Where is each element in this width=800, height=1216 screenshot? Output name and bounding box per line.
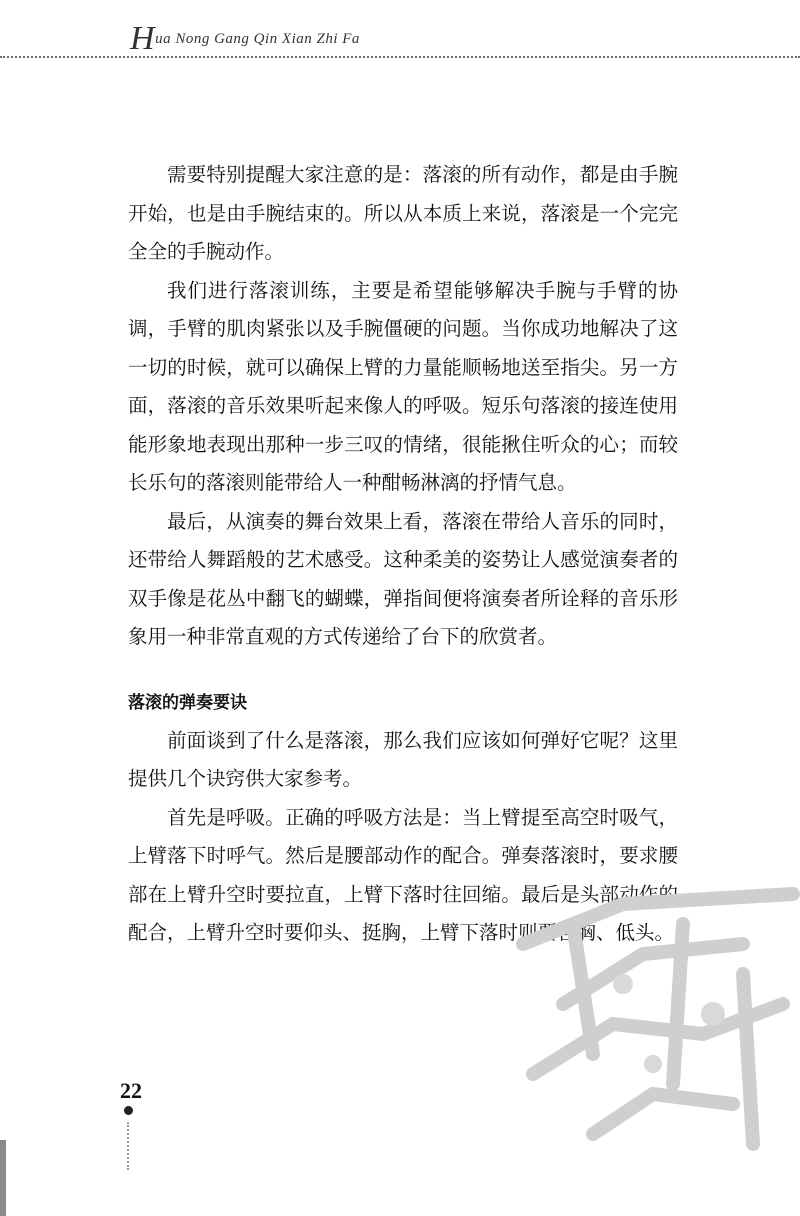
page-ornament-dotted-line	[127, 1122, 129, 1170]
body-paragraph-1: 需要特别提醒大家注意的是：落滚的所有动作，都是由手腕开始，也是由手腕结束的。所以从本质上来说，落滚是一个完完全全的手腕动作。	[128, 163, 678, 263]
body-paragraph-3: 最后，从演奏的舞台效果上看，落滚在带给人音乐的同时，还带给人舞蹈般的艺术感受。这种柔美的姿势让人感觉演奏者的双手像是花丛中翻飞的蝴蝶，弹指间便将演奏者所诠释的音乐形象用一种非常直观的方式传递给了台下的欣赏者。	[128, 509, 678, 648]
page-number: 22	[120, 1078, 142, 1103]
scan-edge-mark	[0, 1140, 6, 1216]
section-heading: 落滚的弹奏要诀	[128, 692, 247, 713]
section-paragraph-1: 前面谈到了什么是落滚，那么我们应该如何弹好它呢？这里提供几个诀窍供大家参考。	[128, 728, 678, 790]
body-paragraph-2: 我们进行落滚训练，主要是希望能够解决手腕与手臂的协调，手臂的肌肉紧张以及手腕僵硬的问题。当你成功地解决了这一切的时候，就可以确保上臂的力量能顺畅地送至指尖。另一方面，落滚的音乐效果听起来像人的呼吸。短乐句落滚的接连使用能形象地表现出那种一步三叹的情绪，很能揪住听众的心；而较长乐句的落滚则能带给人一种酣畅淋漓的抒情气息。	[128, 278, 678, 494]
running-header	[130, 20, 360, 57]
page-ornament-dot	[124, 1106, 133, 1115]
page-body	[128, 156, 678, 953]
running-header-initial: H	[130, 20, 156, 57]
section-paragraph-2: 首先是呼吸。正确的呼吸方法是：当上臂提至高空时吸气，上臂落下时呼气。然后是腰部动作的配合。弹奏落滚时，要求腰部在上臂升空时要拉直，上臂下落时往回缩。最后是头部动作的配合，上臂升空时要仰头、挺胸，上臂下落时则要含胸、低头。	[128, 805, 678, 944]
header-rule	[0, 56, 800, 58]
running-header-title: ua Nong Gang Qin Xian Zhi Fa	[155, 31, 360, 47]
